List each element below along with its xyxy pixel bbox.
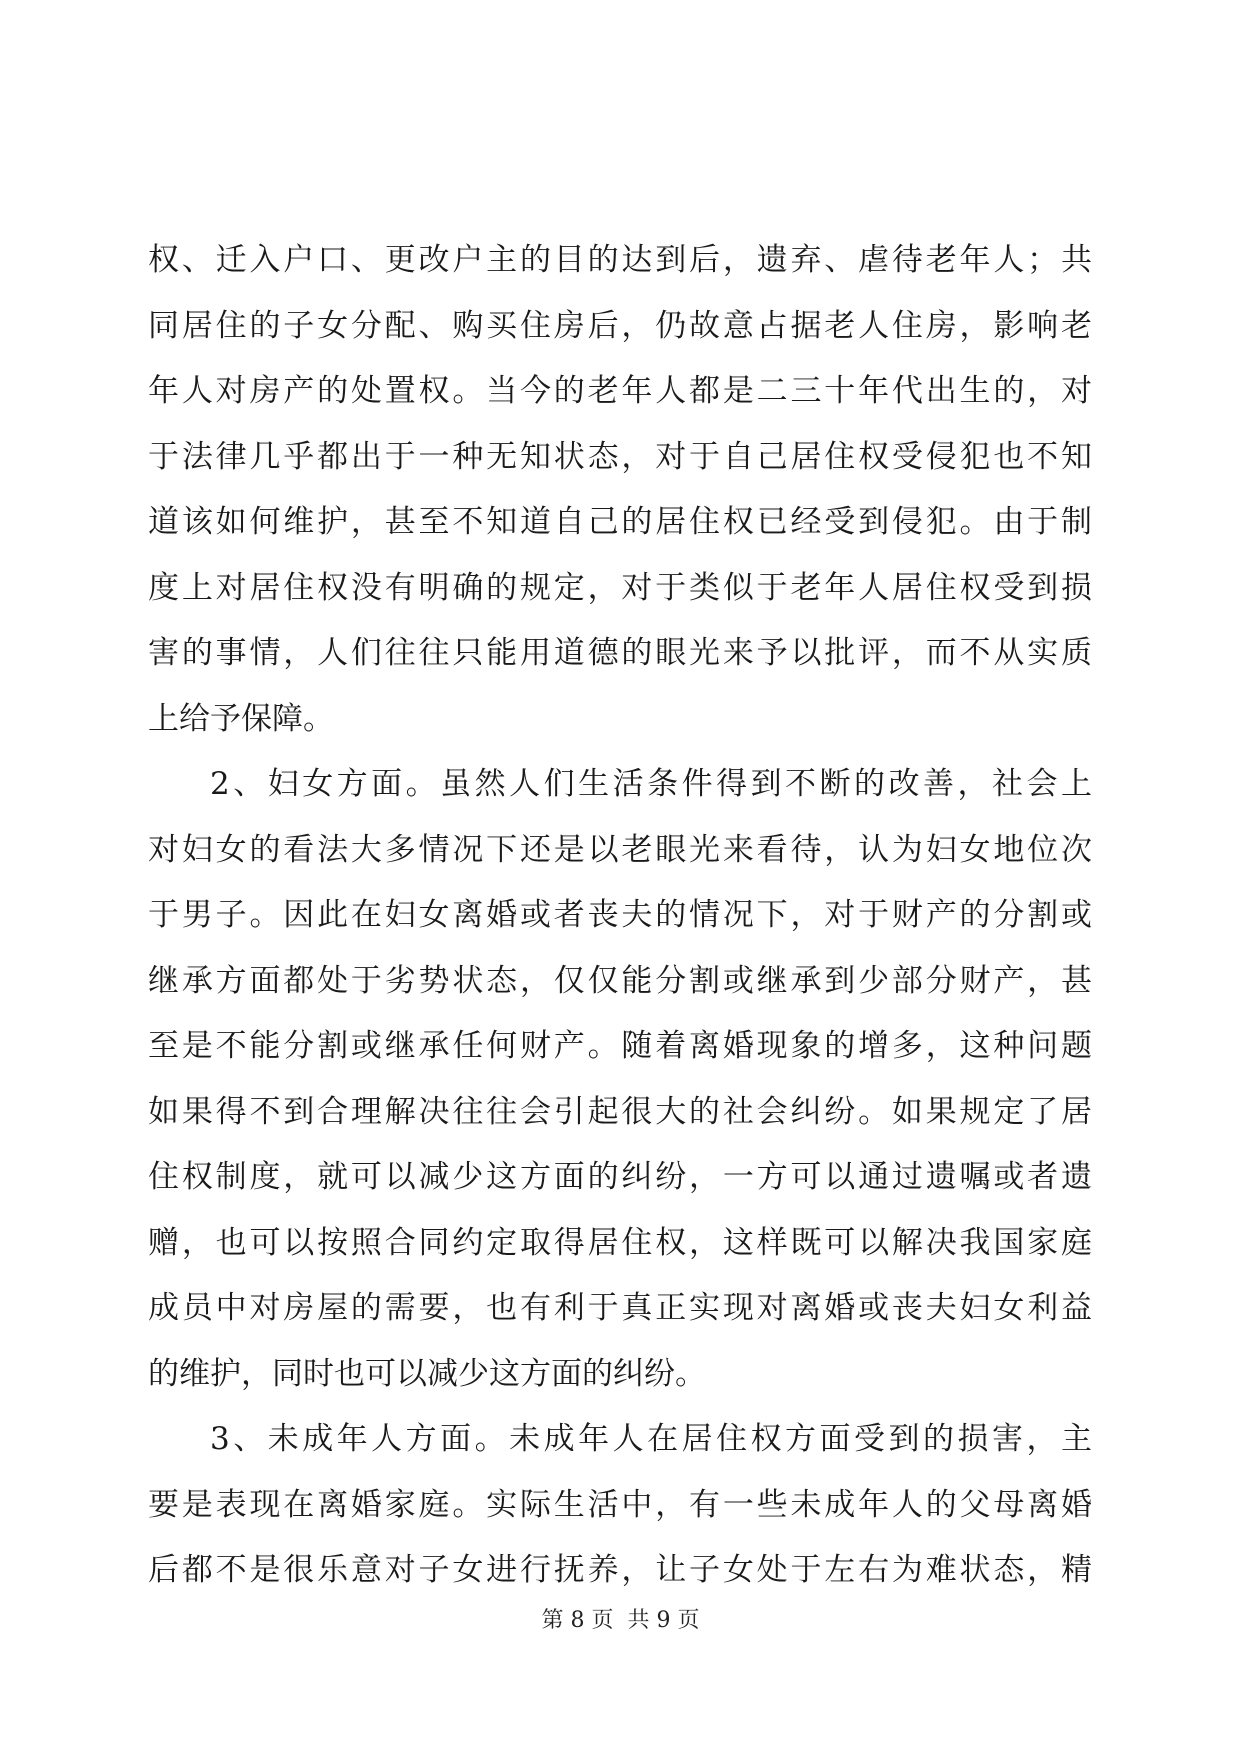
text-line: 对妇女的看法大多情况下还是以老眼光来看待，认为妇女地位次 xyxy=(148,831,1092,868)
text-line: 如果得不到合理解决往往会引起很大的社会纠纷。如果规定了居 xyxy=(148,1093,1092,1130)
page-footer: 第 8 页 共 9 页 xyxy=(541,1608,700,1633)
text-line: 成员中对房屋的需要，也有利于真正实现对离婚或丧夫妇女利益 xyxy=(148,1290,1092,1326)
text-line: 权、迁入户口、更改户主的目的达到后，遗弃、虐待老年人；共 xyxy=(148,242,1092,278)
text-line: 于男子。因此在妇女离婚或者丧夫的情况下，对于财产的分割或 xyxy=(148,897,1092,933)
text-line: 2、妇女方面。虽然人们生活条件得到不断的改善，社会上 xyxy=(210,766,1092,802)
body-text xyxy=(148,228,1092,1604)
text-line: 道该如何维护，甚至不知道自己的居住权已经受到侵犯。由于制 xyxy=(148,504,1092,540)
text-line: 度上对居住权没有明确的规定，对于类似于老年人居住权受到损 xyxy=(148,569,1092,606)
text-line: 赠，也可以按照合同约定取得居住权，这样既可以解决我国家庭 xyxy=(148,1224,1092,1261)
text-line: 至是不能分割或继承任何财产。随着离婚现象的增多，这种问题 xyxy=(148,1028,1092,1064)
text-line: 害的事情，人们往往只能用道德的眼光来予以批评，而不从实质 xyxy=(148,635,1092,671)
text-line: 后都不是很乐意对子女进行抚养，让子女处于左右为难状态，精 xyxy=(148,1552,1092,1588)
text-line: 年人对房产的处置权。当今的老年人都是二三十年代出生的，对 xyxy=(148,373,1092,409)
text-line: 上给予保障。 xyxy=(148,700,334,737)
text-line: 3、未成年人方面。未成年人在居住权方面受到的损害，主 xyxy=(210,1421,1092,1457)
text-line: 的维护，同时也可以减少这方面的纠纷。 xyxy=(148,1355,706,1392)
text-line: 于法律几乎都出于一种无知状态，对于自己居住权受侵犯也不知 xyxy=(148,438,1092,475)
text-line: 住权制度，就可以减少这方面的纠纷，一方可以通过遗嘱或者遗 xyxy=(148,1159,1092,1195)
text-line: 同居住的子女分配、购买住房后，仍故意占据老人住房，影响老 xyxy=(148,307,1092,344)
text-line: 要是表现在离婚家庭。实际生活中，有一些未成年人的父母离婚 xyxy=(148,1486,1092,1523)
text-line: 继承方面都处于劣势状态，仅仅能分割或继承到少部分财产，甚 xyxy=(148,962,1092,999)
